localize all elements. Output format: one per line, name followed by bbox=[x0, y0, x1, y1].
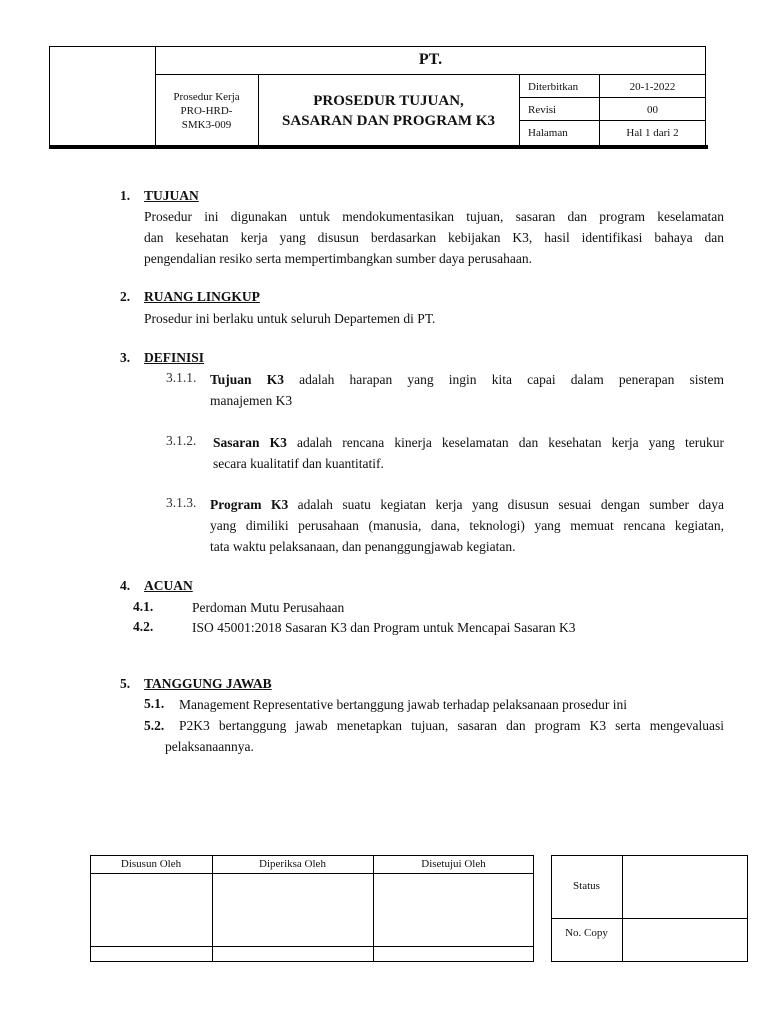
reference-number: 4.2. bbox=[133, 619, 154, 634]
approved-by-header: Disetujui Oleh bbox=[421, 858, 486, 870]
status-table-divider bbox=[622, 855, 623, 962]
status-table bbox=[551, 855, 748, 962]
section-number: 2. bbox=[120, 289, 131, 304]
copy-number-label: No. Copy bbox=[565, 927, 608, 939]
section-body-tujuan bbox=[144, 206, 724, 269]
reference-text: Perdoman Mutu Perusahaan bbox=[192, 600, 345, 615]
status-label: Status bbox=[573, 880, 600, 892]
doc-code-line1: PRO-HRD- bbox=[180, 105, 233, 117]
doc-title-line1: PROSEDUR TUJUAN, bbox=[313, 93, 464, 109]
reference-number: 4.1. bbox=[133, 599, 154, 614]
signature-table-divider bbox=[90, 873, 534, 874]
prepared-by-header: Disusun Oleh bbox=[120, 858, 182, 870]
definition-term: Sasaran K3 bbox=[213, 435, 287, 450]
header-divider bbox=[519, 120, 706, 121]
definition-line bbox=[210, 494, 724, 515]
revision-value: 00 bbox=[647, 104, 658, 116]
definition-term: Tujuan K3 bbox=[210, 372, 284, 387]
section-heading-tanggung-jawab: TANGGUNG JAWAB bbox=[144, 676, 272, 691]
header-divider bbox=[155, 74, 706, 75]
doc-title-line2: SASARAN DAN PROGRAM K3 bbox=[282, 113, 495, 129]
header-divider bbox=[519, 74, 520, 147]
company-name: PT. bbox=[418, 51, 443, 68]
definition-number: 3.1.1. bbox=[166, 370, 197, 385]
paragraph-line: dan kesehatan kerja yang disusun berdasarkan kebijakan K3, hasil identifikasi bahaya dan bbox=[144, 230, 724, 245]
section-body-ruang-lingkup: Prosedur ini berlaku untuk seluruh Departemen di PT. bbox=[144, 311, 436, 326]
checked-by-header: Diperiksa Oleh bbox=[259, 858, 326, 870]
section-heading-tujuan: TUJUAN bbox=[144, 188, 199, 203]
definition-line: secara kualitatif dan kuantitatif. bbox=[213, 456, 384, 471]
page-value: Hal 1 dari 2 bbox=[626, 127, 679, 139]
responsibility-number: 5.2. bbox=[144, 718, 165, 733]
header-bottom-rule bbox=[49, 145, 708, 149]
definition-text: adalah rencana kinerja keselamatan dan kesehatan kerja yang terukur bbox=[296, 435, 724, 450]
section-heading-definisi: DEFINISI bbox=[144, 350, 205, 365]
definition-line: manajemen K3 bbox=[210, 393, 293, 408]
doc-title bbox=[258, 91, 519, 131]
doc-code-block bbox=[155, 90, 258, 132]
status-table-divider bbox=[551, 918, 748, 919]
section-heading-acuan: ACUAN bbox=[144, 578, 193, 593]
definition-term: Program K3 bbox=[210, 497, 289, 512]
definition-line: tata waktu pelaksanaan, dan penanggungjawab kegiatan. bbox=[210, 539, 516, 554]
section-number: 1. bbox=[120, 188, 131, 203]
definition-item bbox=[210, 369, 724, 411]
definition-number: 3.1.2. bbox=[166, 433, 197, 448]
paragraph-line: pengendalian resiko serta mempertimbangkan sumber daya perusahaan. bbox=[144, 251, 532, 266]
responsibility-number: 5.1. bbox=[144, 696, 165, 711]
responsibility-item bbox=[165, 715, 724, 757]
section-number: 5. bbox=[120, 676, 131, 691]
definition-number: 3.1.3. bbox=[166, 495, 197, 510]
section-heading-ruang-lingkup: RUANG LINGKUP bbox=[144, 289, 260, 304]
issued-value: 20-1-2022 bbox=[629, 81, 676, 93]
header-divider bbox=[519, 97, 706, 98]
definition-item bbox=[213, 432, 724, 474]
definition-item bbox=[210, 494, 724, 557]
issued-label: Diterbitkan bbox=[528, 81, 579, 93]
signature-table-divider bbox=[90, 946, 534, 947]
section-number: 4. bbox=[120, 578, 131, 593]
definition-text: adalah suatu kegiatan kerja yang disusun sesuai dengan sumber daya bbox=[297, 497, 724, 512]
definition-line: yang dimiliki perusahaan (manusia, dana, teknologi) yang memuat rencana kegiatan, bbox=[210, 518, 724, 533]
revision-label: Revisi bbox=[528, 104, 557, 116]
definition-text: adalah harapan yang ingin kita capai dalam penerapan sistem bbox=[299, 372, 724, 387]
doc-type: Prosedur Kerja bbox=[173, 91, 240, 103]
reference-text: ISO 45001:2018 Sasaran K3 dan Program untuk Mencapai Sasaran K3 bbox=[192, 620, 576, 635]
responsibility-text: Management Representative bertanggung jawab terhadap pelaksanaan prosedur ini bbox=[179, 697, 627, 712]
definition-line bbox=[210, 369, 724, 390]
responsibility-line: P2K3 bertanggung jawab menetapkan tujuan, sasaran dan program K3 serta mengevaluasi bbox=[179, 718, 724, 733]
section-number: 3. bbox=[120, 350, 131, 365]
responsibility-line: pelaksanaannya. bbox=[165, 739, 254, 754]
doc-code-line2: SMK3-009 bbox=[181, 119, 232, 131]
paragraph-line: Prosedur ini digunakan untuk mendokumentasikan tujuan, sasaran dan program keselamatan bbox=[144, 209, 724, 224]
page-label: Halaman bbox=[528, 127, 568, 139]
definition-line bbox=[213, 432, 724, 453]
